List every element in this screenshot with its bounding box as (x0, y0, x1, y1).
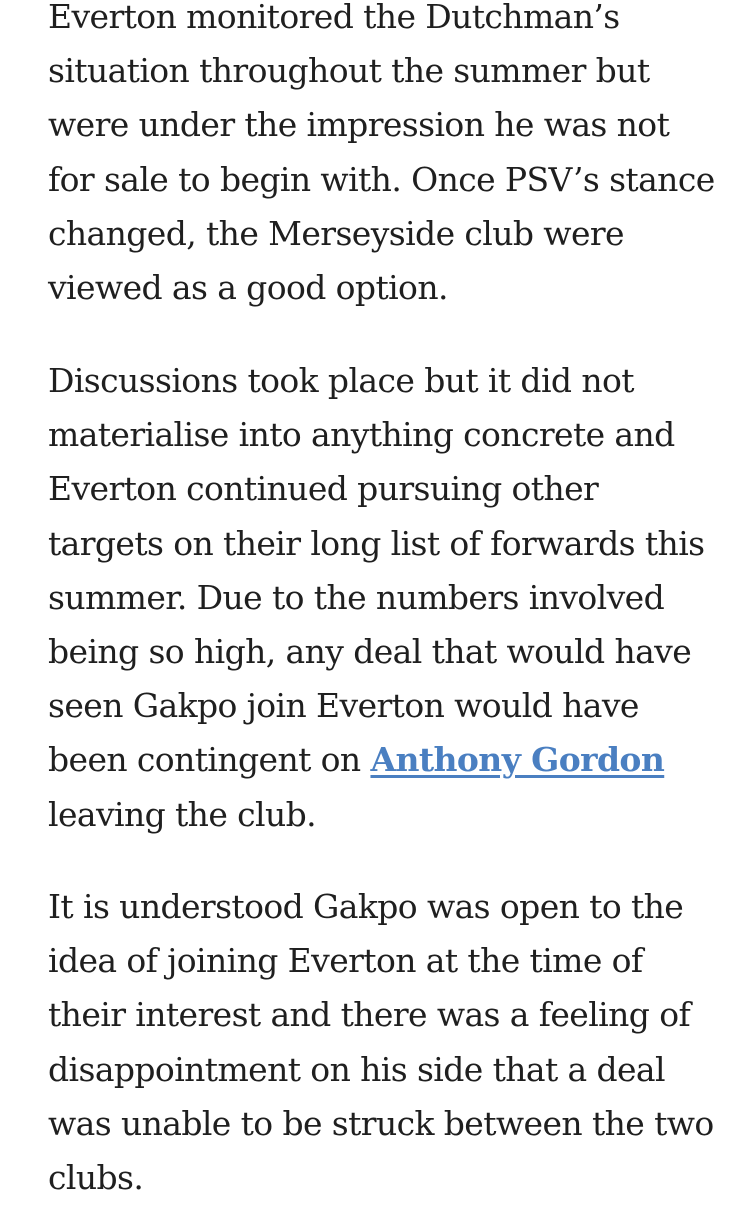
paragraph-discussions-ending: leaving the club. (48, 794, 317, 834)
anthony-gordon-link[interactable]: Anthony Gordon (370, 740, 665, 780)
paragraph-discussions (48, 354, 718, 842)
paragraph-gakpo-open: It is understood Gakpo was open to the idea of joining Everton at the time of their interest and there was a feeling of disappointment on his side that a deal was unable to be struck between the two clubs. (48, 887, 714, 1198)
paragraph-discussions-text: Discussions took place but it did not materialise into anything concrete and Everton continued pursuing other targets on their long list of forwards this summer. Due to the numbers involved being so high, any deal that would have seen Gakpo join Everton would have been contingent on (48, 361, 705, 780)
paragraph-monitored-situation: Everton monitored the Dutchman’s situation throughout the summer but were under the impression he was not for sale to begin with. Once PSV’s stance changed, the Merseyside club were viewed as a good option. (48, 0, 715, 308)
